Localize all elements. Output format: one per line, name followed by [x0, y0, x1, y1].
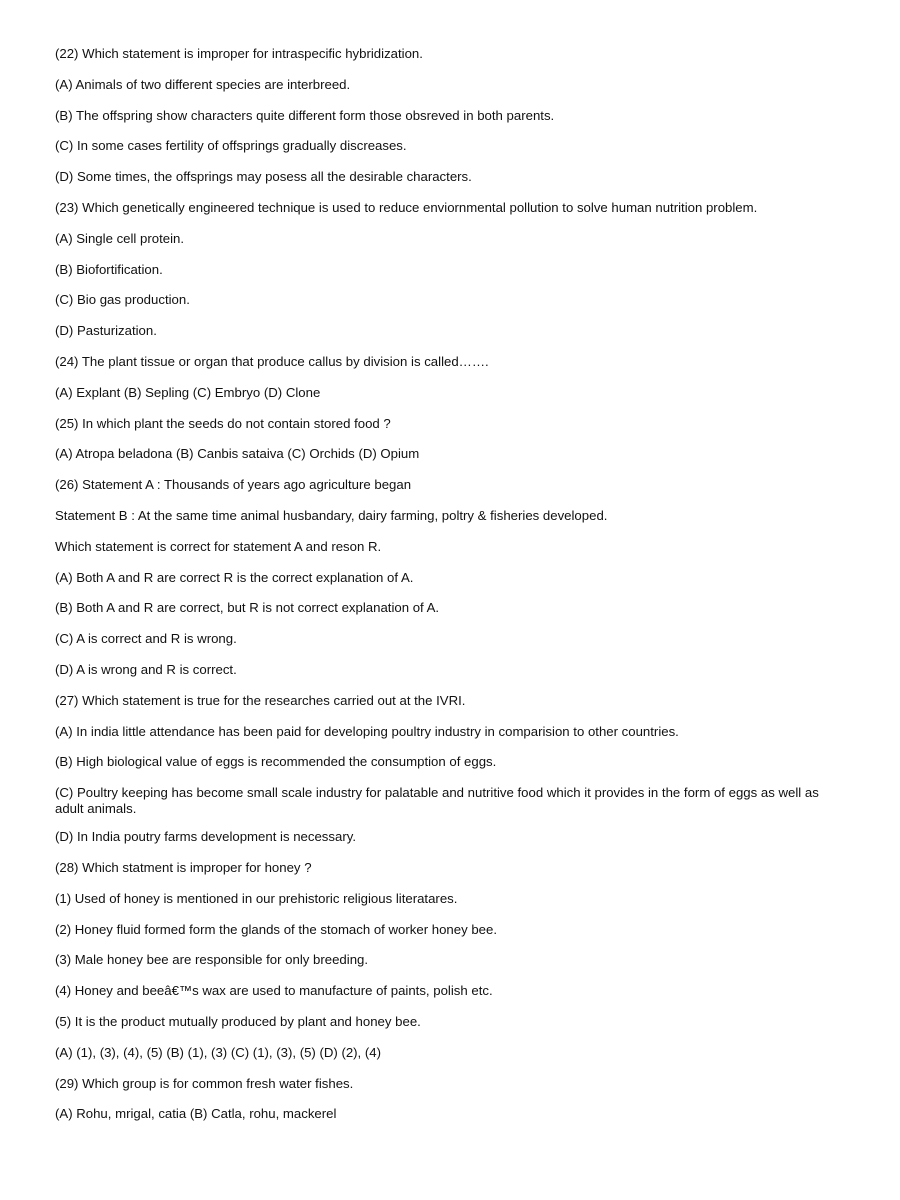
option-22-b: (B) The offspring show characters quite different form those obsreved in both parents.	[55, 107, 555, 123]
option-26-c: (C) A is correct and R is wrong.	[55, 631, 237, 647]
question-23: (23) Which genetically engineered technique is used to reduce enviornmental pollution to solve human nutrition problem.	[55, 199, 758, 215]
option-26-b: (B) Both A and R are correct, but R is not correct explanation of A.	[55, 600, 440, 616]
option-22-c: (C) In some cases fertility of offsprings gradually discreases.	[55, 138, 407, 154]
statement-28-4: (4) Honey and beeâ€™s wax are used to manufacture of paints, polish etc.	[55, 983, 493, 999]
option-26-d: (D) A is wrong and R is correct.	[55, 661, 237, 677]
statement-28-1: (1) Used of honey is mentioned in our prehistoric religious literatares.	[55, 890, 458, 906]
question-25: (25) In which plant the seeds do not contain stored food ?	[55, 415, 391, 431]
options-29: (A) Rohu, mrigal, catia (B) Catla, rohu, mackerel	[55, 1106, 337, 1122]
option-27-a: (A) In india little attendance has been paid for developing poultry industry in comparision to other countries.	[55, 723, 679, 739]
option-22-d: (D) Some times, the offsprings may posess all the desirable characters.	[55, 169, 472, 185]
option-23-d: (D) Pasturization.	[55, 323, 157, 339]
option-27-b: (B) High biological value of eggs is recommended the consumption of eggs.	[55, 754, 497, 770]
statement-26-b: Statement B : At the same time animal husbandary, dairy farming, poltry & fisheries developed.	[55, 507, 608, 523]
option-27-d: (D) In India poutry farms development is necessary.	[55, 829, 356, 845]
question-29: (29) Which group is for common fresh water fishes.	[55, 1075, 354, 1091]
statement-28-2: (2) Honey fluid formed form the glands of the stomach of worker honey bee.	[55, 921, 498, 937]
statement-28-3: (3) Male honey bee are responsible for only breeding.	[55, 952, 369, 968]
option-23-c: (C) Bio gas production.	[55, 292, 190, 308]
statement-28-5: (5) It is the product mutually produced by plant and honey bee.	[55, 1013, 421, 1029]
options-28: (A) (1), (3), (4), (5) (B) (1), (3) (C) (1), (3), (5) (D) (2), (4)	[55, 1044, 382, 1060]
prompt-26: Which statement is correct for statement A and reson R.	[55, 538, 382, 554]
question-22: (22) Which statement is improper for intraspecific hybridization.	[55, 46, 423, 61]
option-27-c: (C) Poultry keeping has become small scale industry for palatable and nutritive food which it provides in the form of eggs as well as adult animals.	[55, 785, 819, 817]
question-24: (24) The plant tissue or organ that produce callus by division is called…….	[55, 353, 489, 369]
question-27: (27) Which statement is true for the researches carried out at the IVRI.	[55, 692, 466, 708]
option-22-a: (A) Animals of two different species are interbreed.	[55, 76, 351, 92]
option-23-a: (A) Single cell protein.	[55, 230, 185, 246]
option-23-b: (B) Biofortification.	[55, 261, 163, 277]
options-24: (A) Explant (B) Sepling (C) Embryo (D) Clone	[55, 384, 321, 400]
document-page	[55, 46, 845, 1137]
options-25: (A) Atropa beladona (B) Canbis sataiva (C) Orchids (D) Opium	[55, 446, 420, 462]
question-26: (26) Statement A : Thousands of years ago agriculture began	[55, 477, 412, 493]
question-28: (28) Which statment is improper for honey ?	[55, 859, 312, 875]
option-26-a: (A) Both A and R are correct R is the correct explanation of A.	[55, 569, 414, 585]
